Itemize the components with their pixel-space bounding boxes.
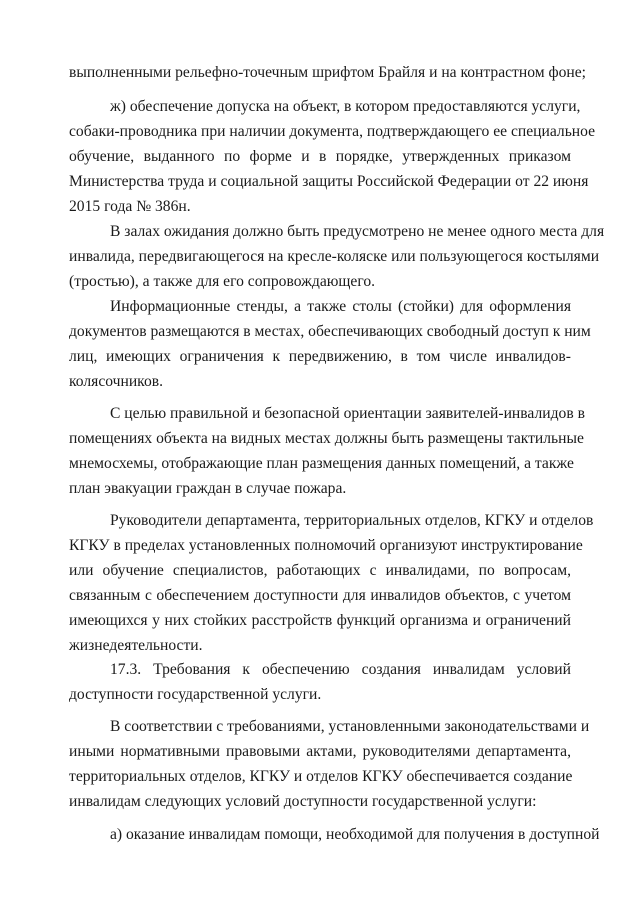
- text-line: или обучение специалистов, работающих с инвалидами, по вопросам,: [69, 562, 571, 579]
- text-line: инвалидам следующих условий доступности государственной услуги:: [69, 793, 537, 810]
- text-line: Информационные стенды, а также столы (стойки) для оформления: [110, 298, 571, 315]
- text-line: лиц, имеющих ограничения к передвижению, в том числе инвалидов-: [69, 348, 571, 365]
- section-heading: доступности государственной услуги.: [69, 686, 322, 703]
- text-line: а) оказание инвалидам помощи, необходимой для получения в доступной: [110, 826, 600, 843]
- text-line: (тростью), а также для его сопровождающего.: [69, 273, 376, 290]
- text-line: Министерства труда и социальной защиты Российской Федерации от 22 июня: [69, 173, 589, 190]
- text-line: колясочников.: [69, 373, 164, 390]
- text-line: имеющихся у них стойких расстройств функций организма и ограничений: [69, 612, 571, 629]
- text-line: мнемосхемы, отображающие план размещения данных помещений, а также: [69, 455, 574, 472]
- text-line: Руководители департамента, территориальных отделов, КГКУ и отделов: [110, 512, 594, 529]
- text-line: обучение, выданного по форме и в порядке, утвержденных приказом: [69, 148, 571, 165]
- text-line: С целью правильной и безопасной ориентации заявителей-инвалидов в: [110, 405, 585, 422]
- text-line: ж) обеспечение допуска на объект, в котором предоставляются услуги,: [110, 98, 581, 115]
- text-line: КГКУ в пределах установленных полномочий организуют инструктирование: [69, 537, 583, 554]
- text-line: помещениях объекта на видных местах должны быть размещены тактильные: [69, 430, 584, 447]
- text-line: В залах ожидания должно быть предусмотрено не менее одного места для: [110, 223, 605, 240]
- text-line: территориальных отделов, КГКУ и отделов КГКУ обеспечивается создание: [69, 768, 573, 785]
- text-line: документов размещаются в местах, обеспечивающих свободный доступ к ним: [69, 323, 591, 340]
- text-line: связанным с обеспечением доступности для инвалидов объектов, с учетом: [69, 587, 571, 604]
- section-heading: 17.3. Требования к обеспечению создания инвалидам условий: [110, 661, 571, 678]
- text-line: инвалида, передвигающегося на кресле-коляске или пользующегося костылями: [69, 248, 600, 265]
- text-line: выполненными рельефно-точечным шрифтом Брайля и на контрастном фоне;: [69, 64, 586, 81]
- text-line: 2015 года № 386н.: [69, 198, 191, 215]
- text-line: жизнедеятельности.: [69, 637, 203, 654]
- text-line: иными нормативными правовыми актами, руководителями департамента,: [69, 743, 571, 760]
- text-line: В соответствии с требованиями, установленными законодательствами и: [110, 718, 590, 735]
- text-line: план эвакуации граждан в случае пожара.: [69, 480, 347, 497]
- text-line: собаки-проводника при наличии документа, подтверждающего ее специальное: [69, 123, 596, 140]
